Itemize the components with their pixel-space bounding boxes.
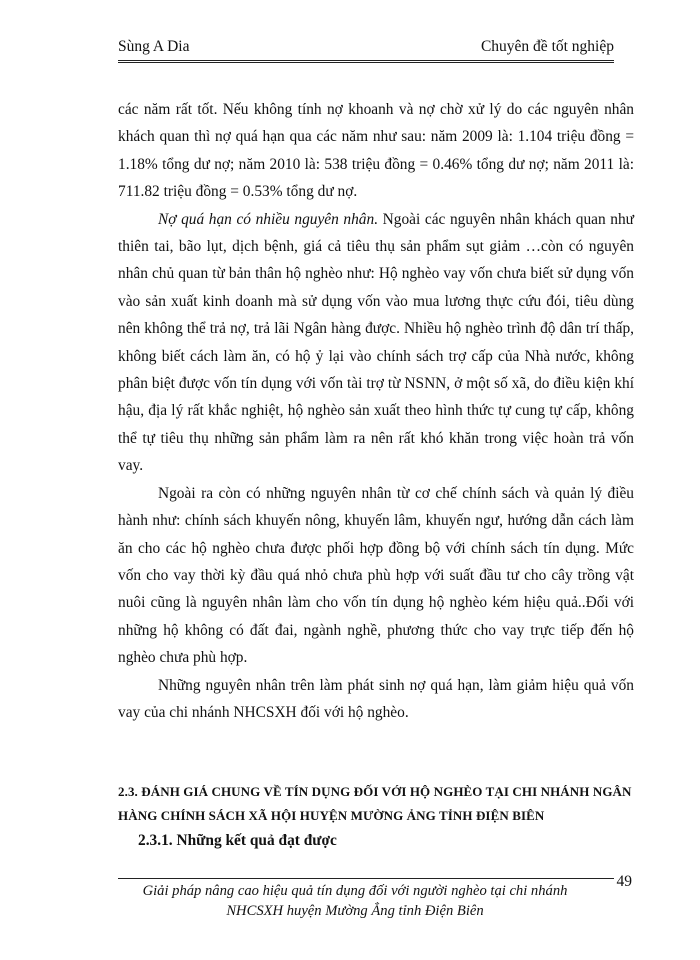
paragraph-2 xyxy=(118,206,634,480)
paragraph-2-text: Ngoài các nguyên nhân khách quan như thiên tai, bão lụt, dịch bệnh, giá cả tiêu thụ sản phẩm sụt giảm …còn có nguyên nhân chủ quan từ bản thân hộ nghèo như: Hộ nghèo vay vốn chưa biết sử dụng vốn vào sản xuất kinh doanh mà sử dụng vốn vào mua lương thực cứu đói, tiêu dùng nên không thể trả nợ, trả lãi Ngân hàng được. Nhiều hộ nghèo trình độ dân trí thấp, không biết cách làm ăn, có hộ ỷ lại vào chính sách trợ cấp của Nhà nước, không phân biệt được vốn tín dụng với vốn tài trợ từ NSNN, ở một số xã, do điều kiện khí hậu, địa lý rất khắc nghiệt, hộ nghèo sản xuất theo hình thức tự cung tự cấp, không thể tự tiêu thụ những sản phẩm làm ra nên rất khó khăn trong việc hoàn trả vốn vay. xyxy=(118,210,634,475)
document-body xyxy=(118,96,634,850)
paragraph-3: Ngoài ra còn có những nguyên nhân từ cơ chế chính sách và quản lý điều hành như: chính sách khuyến nông, khuyến lâm, khuyến ngư, hướng dẫn cách làm ăn cho các hộ nghèo chưa được phối hợp đồng bộ với chính sách tín dụng. Mức vốn cho vay thời kỳ đầu quá nhỏ chưa phù hợp với suất đầu tư cho cây trồng vật nuôi cũng là nguyên nhân làm cho vốn tín dụng hộ nghèo kém hiệu quả..Đối với những hộ không có đất đai, ngành nghề, phương thức cho vay trực tiếp đến hộ nghèo chưa phù hợp. xyxy=(118,484,634,667)
paragraph-4: Những nguyên nhân trên làm phát sinh nợ quá hạn, làm giảm hiệu quả vốn vay của chi nhánh NHCSXH đối với hộ nghèo. xyxy=(118,676,634,721)
footer-text xyxy=(118,881,592,921)
page-footer xyxy=(118,873,632,921)
spacer xyxy=(118,753,634,780)
header-author: Sùng A Dia xyxy=(118,38,190,55)
spacer xyxy=(118,726,634,753)
paragraph-1: các năm rất tốt. Nếu không tính nợ khoanh và nợ chờ xử lý do các nguyên nhân khách quan thì nợ quá hạn qua các năm như sau: năm 2009 là: 1.104 triệu đồng = 1.18% tổng dư nợ; năm 2010 là: 538 triệu đồng = 0.46% tổng dư nợ; năm 2011 là: 711.82 triệu đồng = 0.53% tổng dư nợ. xyxy=(118,101,634,201)
subsection-heading: 2.3.1. Những kết quả đạt được xyxy=(138,832,337,850)
page-header xyxy=(118,20,614,63)
header-title: Chuyên đề tốt nghiệp xyxy=(480,38,614,55)
paragraph-2-lead: Nợ quá hạn có nhiều nguyên nhân. xyxy=(158,210,379,228)
footer-line-1: Giải pháp nâng cao hiệu quả tín dụng đối với người nghèo tại chi nhánh xyxy=(142,883,568,899)
section-heading: 2.3. ĐÁNH GIÁ CHUNG VỀ TÍN DỤNG ĐỐI VỚI HỘ NGHÈO TẠI CHI NHÁNH NGÂN HÀNG CHÍNH SÁCH XÃ HỘI HUYỆN MƯỜNG ẢNG TỈNH ĐIỆN BIÊN xyxy=(118,784,632,824)
footer-line-2: NHCSXH huyện Mường Ẳng tỉnh Điện Biên xyxy=(226,903,484,919)
page-number: 49 xyxy=(616,873,632,890)
